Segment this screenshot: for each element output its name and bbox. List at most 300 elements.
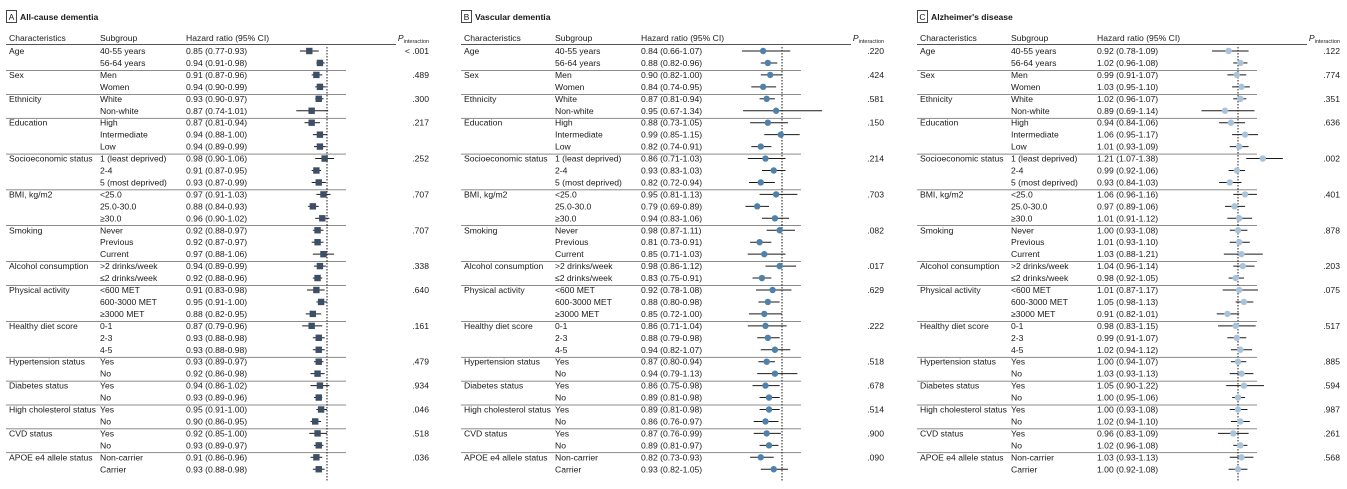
hazard-ratio-marker [772, 347, 778, 353]
hazard-ratio-text: 0.83 (0.75-0.91) [641, 273, 703, 284]
p-interaction-value: .489 [412, 69, 429, 80]
p-interaction-value: .703 [867, 189, 884, 200]
subgroup-label: <25.0 [100, 189, 122, 200]
hazard-ratio-marker [773, 191, 779, 197]
hazard-ratio-text: 0.93 (0.83-1.03) [641, 165, 703, 176]
subgroup-label: Yes [100, 404, 115, 415]
p-interaction-value: .987 [1323, 404, 1340, 415]
subgroup-label: High [100, 117, 118, 128]
subgroup-label: ≥30.0 [555, 213, 577, 224]
hazard-ratio-marker [316, 466, 322, 472]
hazard-ratio-text: 0.93 (0.89-0.96) [186, 392, 248, 403]
subgroup-label: 0-1 [555, 320, 568, 331]
hazard-ratio-text: 0.82 (0.73-0.93) [641, 452, 703, 463]
group-name: Healthy diet score [464, 320, 533, 331]
group-name: Socioeconomic status [9, 153, 93, 164]
forest-plot-c [917, 0, 1347, 489]
p-interaction-value: .220 [867, 46, 884, 56]
p-interaction-value: .036 [412, 452, 429, 463]
hazard-ratio-marker [773, 108, 779, 114]
hazard-ratio-text: 0.93 (0.84-1.03) [1097, 177, 1159, 188]
hazard-ratio-marker [763, 359, 769, 365]
hazard-ratio-marker [316, 347, 322, 353]
hazard-ratio-text: 0.98 (0.92-1.05) [1097, 273, 1159, 284]
hazard-ratio-marker [1235, 359, 1241, 365]
header-p-interaction: $P_{interaction}$ [397, 33, 429, 45]
subgroup-label: 1 (least deprived) [1011, 153, 1078, 164]
group-name: Age [464, 46, 480, 56]
group-name: Diabetes status [920, 380, 980, 391]
hazard-ratio-text: 1.21 (1.07-1.38) [1097, 153, 1159, 164]
hazard-ratio-marker [758, 179, 764, 185]
hazard-ratio-text: 1.01 (0.87-1.17) [1097, 285, 1159, 295]
subgroup-label: Current [555, 249, 584, 260]
hazard-ratio-marker [319, 215, 325, 221]
header-characteristics: Characteristics [9, 33, 66, 43]
p-interaction-value: .252 [412, 153, 429, 164]
subgroup-label: Low [100, 141, 116, 152]
p-interaction-value: .774 [1323, 69, 1340, 80]
subgroup-label: Yes [100, 380, 115, 391]
p-interaction-value: .885 [1323, 356, 1340, 367]
subgroup-label: Women [555, 81, 585, 92]
subgroup-label: 600-3000 MET [1011, 296, 1068, 307]
hazard-ratio-marker [314, 275, 320, 281]
subgroup-label: No [1011, 392, 1022, 403]
group-name: High cholesterol status [920, 404, 1007, 415]
subgroup-label: 0-1 [100, 320, 113, 331]
subgroup-label: 2-4 [1011, 165, 1024, 176]
hazard-ratio-marker [769, 287, 775, 293]
subgroup-label: >2 drinks/week [1011, 261, 1069, 272]
hazard-ratio-marker [1260, 155, 1266, 161]
group-name: Education [920, 117, 959, 128]
hazard-ratio-marker [766, 406, 772, 412]
subgroup-label: <25.0 [555, 189, 577, 200]
p-interaction-value: .351 [1323, 93, 1340, 104]
subgroup-label: Non-carrier [1011, 452, 1054, 463]
subgroup-label: No [555, 368, 566, 379]
hazard-ratio-marker [318, 299, 324, 305]
hazard-ratio-marker [1230, 430, 1236, 436]
subgroup-label: No [100, 416, 111, 427]
hazard-ratio-marker [308, 108, 314, 114]
hazard-ratio-marker [314, 239, 320, 245]
hazard-ratio-marker [761, 311, 767, 317]
hazard-ratio-text: 0.91 (0.83-0.98) [186, 285, 248, 295]
subgroup-label: Previous [555, 237, 589, 248]
header-p-interaction: $P_{interaction}$ [852, 33, 884, 45]
hazard-ratio-marker [1237, 418, 1243, 424]
hazard-ratio-marker [1235, 227, 1241, 233]
subgroup-label: ≤2 drinks/week [555, 273, 613, 284]
hazard-ratio-marker [1237, 60, 1243, 66]
hazard-ratio-marker [771, 466, 777, 472]
hazard-ratio-text: 1.03 (0.93-1.13) [1097, 452, 1159, 463]
hazard-ratio-marker [766, 394, 772, 400]
hazard-ratio-text: 0.93 (0.82-1.05) [641, 464, 703, 475]
hazard-ratio-text: 1.02 (0.96-1.07) [1097, 93, 1159, 104]
header-hazard-ratio: Hazard ratio (95% CI) [1097, 33, 1181, 43]
p-interaction-value: .122 [1323, 46, 1340, 56]
hazard-ratio-text: 0.84 (0.74-0.95) [641, 81, 703, 92]
hazard-ratio-marker [766, 442, 772, 448]
hazard-ratio-text: 0.99 (0.91-1.07) [1097, 332, 1159, 343]
subgroup-label: Never [555, 225, 578, 236]
hazard-ratio-text: 0.98 (0.90-1.06) [186, 153, 248, 164]
group-name: Physical activity [920, 285, 981, 295]
p-interaction-value: .707 [412, 225, 429, 236]
hazard-ratio-marker [317, 382, 323, 388]
group-name: Age [920, 46, 936, 56]
subgroup-label: ≥3000 MET [1011, 308, 1056, 319]
subgroup-label: Low [1011, 141, 1027, 152]
subgroup-label: Carrier [555, 464, 582, 475]
hazard-ratio-text: 1.05 (0.98-1.13) [1097, 296, 1159, 307]
subgroup-label: Intermediate [1011, 129, 1059, 140]
header-p-interaction: $P_{interaction}$ [1308, 33, 1340, 45]
hazard-ratio-text: 0.89 (0.81-0.98) [641, 404, 703, 415]
subgroup-label: 4-5 [555, 344, 568, 355]
subgroup-label: No [555, 392, 566, 403]
hazard-ratio-text: 0.94 (0.79-1.13) [641, 368, 703, 379]
hazard-ratio-marker [765, 60, 771, 66]
hazard-ratio-marker [767, 72, 773, 78]
p-interaction-value: .640 [412, 285, 429, 295]
hazard-ratio-text: 0.91 (0.86-0.96) [186, 452, 248, 463]
hazard-ratio-text: 0.94 (0.88-1.00) [186, 129, 248, 140]
hazard-ratio-text: 1.00 (0.92-1.08) [1097, 464, 1159, 475]
hazard-ratio-marker [316, 359, 322, 365]
p-interaction-value: .338 [412, 261, 429, 272]
hazard-ratio-text: 1.05 (0.90-1.22) [1097, 380, 1159, 391]
hazard-ratio-marker [778, 131, 784, 137]
hazard-ratio-marker [1238, 251, 1244, 257]
hazard-ratio-text: 0.87 (0.79-0.96) [186, 320, 248, 331]
group-name: BMI, kg/m2 [464, 189, 508, 200]
subgroup-label: ≥3000 MET [100, 308, 145, 319]
group-name: Healthy diet score [9, 320, 78, 331]
hazard-ratio-text: 0.92 (0.88-0.96) [186, 273, 248, 284]
group-name: BMI, kg/m2 [9, 189, 53, 200]
hazard-ratio-marker [316, 179, 322, 185]
hazard-ratio-marker [308, 120, 314, 126]
hazard-ratio-text: 0.86 (0.75-0.98) [641, 380, 703, 391]
subgroup-label: 2-3 [555, 332, 568, 343]
hazard-ratio-marker [1237, 96, 1243, 102]
hazard-ratio-text: 0.95 (0.91-1.00) [186, 296, 248, 307]
subgroup-label: Never [100, 225, 123, 236]
hazard-ratio-text: 0.88 (0.80-0.98) [641, 296, 703, 307]
subgroup-label: Yes [1011, 356, 1026, 367]
hazard-ratio-text: 0.90 (0.82-1.00) [641, 69, 703, 80]
hazard-ratio-marker [1234, 167, 1240, 173]
hazard-ratio-text: 0.93 (0.89-0.97) [186, 356, 248, 367]
hazard-ratio-marker [312, 418, 318, 424]
subgroup-label: 2-4 [100, 165, 113, 176]
subgroup-label: 2-4 [555, 165, 568, 176]
panel-title: All-cause dementia [20, 12, 99, 22]
hazard-ratio-text: 0.93 (0.88-0.98) [186, 464, 248, 475]
subgroup-label: 1 (least deprived) [100, 153, 167, 164]
subgroup-label: No [1011, 440, 1022, 451]
hazard-ratio-marker [1225, 48, 1231, 54]
hazard-ratio-text: 0.82 (0.74-0.91) [641, 141, 703, 152]
group-name: High cholesterol status [464, 404, 551, 415]
hazard-ratio-marker [1224, 311, 1230, 317]
panel-title: Vascular dementia [475, 12, 551, 22]
header-subgroup: Subgroup [1011, 33, 1049, 43]
group-name: Education [9, 117, 48, 128]
group-name: Sex [464, 69, 479, 80]
subgroup-label: 40-55 years [100, 46, 146, 56]
hazard-ratio-text: 1.03 (0.95-1.10) [1097, 81, 1159, 92]
hazard-ratio-text: 0.87 (0.80-0.94) [641, 356, 703, 367]
header-characteristics: Characteristics [920, 33, 977, 43]
hazard-ratio-marker [321, 155, 327, 161]
hazard-ratio-text: 0.89 (0.81-0.98) [641, 392, 703, 403]
hazard-ratio-marker [310, 311, 316, 317]
hazard-ratio-marker [754, 203, 760, 209]
forest-panel-c [917, 0, 1347, 489]
hazard-ratio-text: 0.89 (0.81-0.97) [641, 440, 703, 451]
p-interaction-value: .518 [412, 428, 429, 439]
group-name: Diabetes status [9, 380, 69, 391]
hazard-ratio-marker [759, 275, 765, 281]
p-interaction-value: .150 [867, 117, 884, 128]
subgroup-label: 5 (most deprived) [1011, 177, 1078, 188]
subgroup-label: Non-carrier [555, 452, 598, 463]
hazard-ratio-text: 0.91 (0.87-0.95) [186, 165, 248, 176]
subgroup-label: 25.0-30.0 [555, 201, 592, 212]
subgroup-label: Low [555, 141, 571, 152]
subgroup-label: Yes [555, 404, 570, 415]
hazard-ratio-marker [762, 323, 768, 329]
forest-panel-a [6, 0, 451, 489]
subgroup-label: <25.0 [1011, 189, 1033, 200]
hazard-ratio-text: 0.91 (0.87-0.96) [186, 69, 248, 80]
hazard-ratio-marker [776, 227, 782, 233]
subgroup-label: White [1011, 93, 1033, 104]
hazard-ratio-text: 0.95 (0.91-1.00) [186, 404, 248, 415]
hazard-ratio-marker [1228, 120, 1234, 126]
subgroup-label: 5 (most deprived) [555, 177, 622, 188]
hazard-ratio-marker [317, 263, 323, 269]
hazard-ratio-marker [758, 143, 764, 149]
subgroup-label: Men [555, 69, 572, 80]
group-name: Sex [920, 69, 935, 80]
subgroup-label: >2 drinks/week [100, 261, 158, 272]
hazard-ratio-marker [1242, 191, 1248, 197]
hazard-ratio-text: 0.84 (0.66-1.07) [641, 46, 703, 56]
p-interaction-value: .075 [1323, 285, 1340, 295]
hazard-ratio-text: 1.02 (0.94-1.10) [1097, 416, 1159, 427]
p-interaction-value: .002 [1323, 153, 1340, 164]
hazard-ratio-marker [1235, 406, 1241, 412]
hazard-ratio-marker [316, 96, 322, 102]
hazard-ratio-marker [1236, 239, 1242, 245]
hazard-ratio-marker [320, 251, 326, 257]
hazard-ratio-text: 0.92 (0.87-0.97) [186, 237, 248, 248]
group-name: APOE e4 allele status [920, 452, 1004, 463]
p-interaction-value: .424 [867, 69, 884, 80]
hazard-ratio-marker [765, 120, 771, 126]
subgroup-label: 5 (most deprived) [100, 177, 167, 188]
subgroup-label: Non-carrier [100, 452, 143, 463]
p-interaction-value: .878 [1323, 225, 1340, 236]
p-interaction-value: .581 [867, 93, 884, 104]
hazard-ratio-text: 0.88 (0.82-0.95) [186, 308, 248, 319]
subgroup-label: No [1011, 416, 1022, 427]
hazard-ratio-marker [313, 454, 319, 460]
p-interaction-value: .900 [867, 428, 884, 439]
subgroup-label: No [555, 440, 566, 451]
hazard-ratio-text: 0.97 (0.89-1.06) [1097, 201, 1159, 212]
p-interaction-value: .479 [412, 356, 429, 367]
hazard-ratio-marker [308, 323, 314, 329]
hazard-ratio-text: 0.92 (0.86-0.98) [186, 368, 248, 379]
subgroup-label: Yes [555, 356, 570, 367]
p-interaction-value: .594 [1323, 380, 1340, 391]
hazard-ratio-marker [317, 84, 323, 90]
group-name: Smoking [9, 225, 43, 236]
hazard-ratio-marker [762, 382, 768, 388]
subgroup-label: <600 MET [1011, 285, 1051, 295]
hazard-ratio-marker [314, 430, 320, 436]
p-interaction-value: .514 [867, 404, 884, 415]
group-name: High cholesterol status [9, 404, 96, 415]
subgroup-label: ≥3000 MET [555, 308, 600, 319]
group-name: Ethnicity [920, 93, 953, 104]
subgroup-label: 4-5 [1011, 344, 1024, 355]
group-name: Ethnicity [464, 93, 497, 104]
hazard-ratio-text: 1.00 (0.95-1.06) [1097, 392, 1159, 403]
group-name: Alcohol consumption [9, 261, 89, 272]
hazard-ratio-text: 1.01 (0.93-1.10) [1097, 237, 1159, 248]
subgroup-label: Intermediate [555, 129, 603, 140]
subgroup-label: ≤2 drinks/week [1011, 273, 1069, 284]
p-interaction-value: .517 [1323, 320, 1340, 331]
hazard-ratio-marker [762, 418, 768, 424]
hazard-ratio-text: 0.93 (0.87-0.99) [186, 177, 248, 188]
p-interaction-value: .401 [1323, 189, 1340, 200]
group-name: Alcohol consumption [920, 261, 1000, 272]
hazard-ratio-marker [763, 96, 769, 102]
hazard-ratio-text: 0.85 (0.77-0.93) [186, 46, 248, 56]
subgroup-label: High [555, 117, 573, 128]
hazard-ratio-marker [1222, 108, 1228, 114]
p-interaction-value: .046 [412, 404, 429, 415]
group-name: CVD status [920, 428, 964, 439]
subgroup-label: >2 drinks/week [555, 261, 613, 272]
subgroup-label: Intermediate [100, 129, 148, 140]
header-subgroup: Subgroup [555, 33, 593, 43]
hazard-ratio-marker [758, 454, 764, 460]
hazard-ratio-text: 1.03 (0.93-1.13) [1097, 368, 1159, 379]
hazard-ratio-text: 0.94 (0.89-0.99) [186, 261, 248, 272]
hazard-ratio-text: 0.88 (0.73-1.05) [641, 117, 703, 128]
hazard-ratio-text: 0.97 (0.91-1.03) [186, 189, 248, 200]
group-name: Alcohol consumption [464, 261, 544, 272]
group-name: Diabetes status [464, 380, 524, 391]
hazard-ratio-text: 1.00 (0.93-1.08) [1097, 225, 1159, 236]
p-interaction-value: .203 [1323, 261, 1340, 272]
subgroup-label: 600-3000 MET [555, 296, 612, 307]
hazard-ratio-text: 1.02 (0.94-1.12) [1097, 344, 1159, 355]
subgroup-label: Previous [1011, 237, 1045, 248]
hazard-ratio-text: 0.86 (0.71-1.03) [641, 153, 703, 164]
hazard-ratio-text: 0.96 (0.83-1.09) [1097, 428, 1159, 439]
hazard-ratio-text: 0.95 (0.81-1.13) [641, 189, 703, 200]
group-name: Age [9, 46, 25, 56]
hazard-ratio-marker [1234, 335, 1240, 341]
hazard-ratio-text: 0.93 (0.88-0.98) [186, 344, 248, 355]
subgroup-label: White [555, 93, 577, 104]
hazard-ratio-marker [1238, 370, 1244, 376]
subgroup-label: Yes [1011, 428, 1026, 439]
subgroup-label: Current [100, 249, 129, 260]
p-interaction-value: .629 [867, 285, 884, 295]
hazard-ratio-text: 0.85 (0.72-1.00) [641, 308, 703, 319]
p-interaction-value: .222 [867, 320, 884, 331]
subgroup-label: ≥30.0 [100, 213, 122, 224]
hazard-ratio-text: 0.93 (0.89-0.97) [186, 440, 248, 451]
group-name: Socioeconomic status [920, 153, 1004, 164]
hazard-ratio-text: 0.86 (0.76-0.97) [641, 416, 703, 427]
hazard-ratio-marker [760, 84, 766, 90]
group-name: APOE e4 allele status [9, 452, 93, 463]
subgroup-label: 56-64 years [1011, 57, 1057, 68]
p-interaction-value: .568 [1323, 452, 1340, 463]
group-name: Smoking [464, 225, 498, 236]
hazard-ratio-text: 0.88 (0.79-0.98) [641, 332, 703, 343]
subgroup-label: No [100, 368, 111, 379]
hazard-ratio-text: 0.94 (0.82-1.07) [641, 344, 703, 355]
header-hazard-ratio: Hazard ratio (95% CI) [641, 33, 725, 43]
subgroup-label: No [100, 392, 111, 403]
group-name: Socioeconomic status [464, 153, 548, 164]
hazard-ratio-text: 0.91 (0.82-1.01) [1097, 308, 1159, 319]
hazard-ratio-marker [1227, 179, 1233, 185]
subgroup-label: 56-64 years [100, 57, 146, 68]
group-name: CVD status [464, 428, 508, 439]
hazard-ratio-marker [317, 131, 323, 137]
subgroup-label: ≥30.0 [1011, 213, 1033, 224]
hazard-ratio-text: 1.03 (0.88-1.21) [1097, 249, 1159, 260]
hazard-ratio-text: 1.02 (0.96-1.08) [1097, 57, 1159, 68]
group-name: Education [464, 117, 503, 128]
p-interaction-value: .161 [412, 320, 429, 331]
subgroup-label: Men [1011, 69, 1028, 80]
hazard-ratio-marker [1238, 84, 1244, 90]
subgroup-label: No [555, 416, 566, 427]
subgroup-label: <600 MET [555, 285, 595, 295]
panel-letter: C [919, 12, 926, 22]
subgroup-label: Women [1011, 81, 1041, 92]
group-name: Hypertension status [9, 356, 85, 367]
hazard-ratio-marker [1238, 454, 1244, 460]
subgroup-label: No [1011, 368, 1022, 379]
group-name: Sex [9, 69, 24, 80]
hazard-ratio-marker [1236, 287, 1242, 293]
hazard-ratio-text: 1.01 (0.91-1.12) [1097, 213, 1159, 224]
hazard-ratio-marker [1241, 299, 1247, 305]
hazard-ratio-text: 0.94 (0.91-0.98) [186, 57, 248, 68]
subgroup-label: No [100, 440, 111, 451]
hazard-ratio-text: 0.88 (0.84-0.93) [186, 201, 248, 212]
hazard-ratio-marker [314, 227, 320, 233]
hazard-ratio-marker [1240, 263, 1246, 269]
